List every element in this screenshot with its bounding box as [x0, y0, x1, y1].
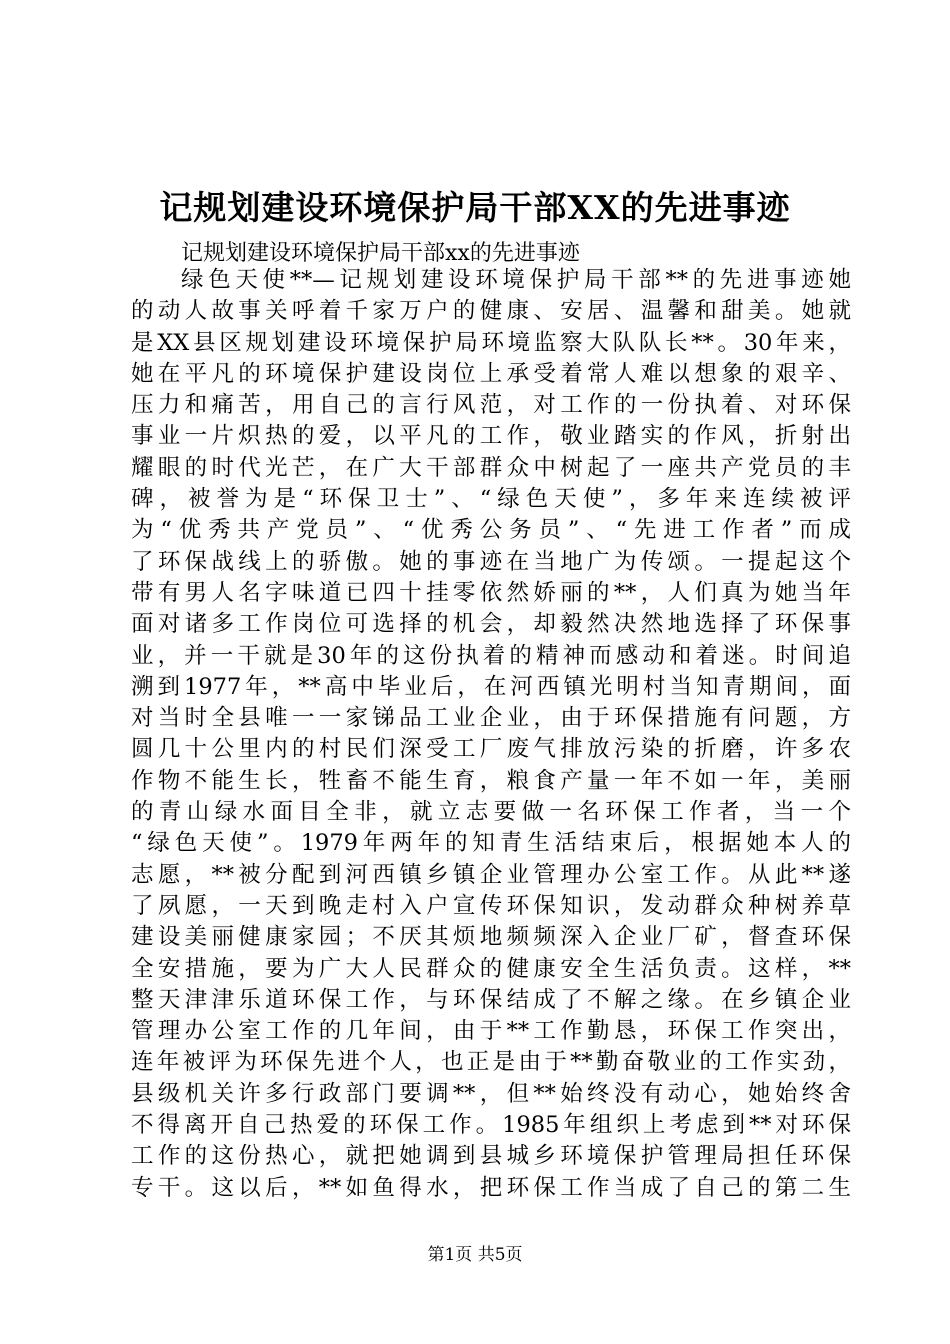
text-line: 了夙愿，一天到晚走村入户宣传环保知识，发动群众种树养草 [131, 892, 851, 919]
text-line: 了环保战线上的骄傲。她的事迹在当地广为传颂。一提起这个 [131, 548, 851, 575]
text-line: 带有男人名字味道已四十挂零依然娇丽的**，人们真为她当年 [131, 579, 851, 606]
text-line: 县级机关许多行政部门要调**，但**始终没有动心，她始终舍 [131, 1080, 851, 1107]
text-line: 她在平凡的环境保护建设岗位上承受着常人难以想象的艰辛、 [131, 360, 851, 387]
text-line: 专干。这以后，**如鱼得水，把环保工作当成了自己的第二生 [131, 1174, 851, 1201]
text-line: 对当时全县唯一一家锑品工业企业，由于环保措施有问题，方 [131, 705, 851, 732]
text-line: 绿色天使**—记规划建设环境保护局干部**的先进事迹她 [181, 267, 851, 293]
text-line: 志愿，**被分配到河西镇乡镇企业管理办公室工作。从此**遂 [131, 861, 851, 888]
text-line: 不得离开自己热爱的环保工作。1985年组织上考虑到**对环保 [131, 1112, 851, 1139]
text-line: 的动人故事关呼着千家万户的健康、安居、温馨和甜美。她就 [131, 298, 851, 325]
text-line: 建设美丽健康家园；不厌其烦地频频深入企业厂矿，督查环保 [131, 924, 851, 951]
text-line: 业，并一干就是30年的这份执着的精神而感动和着迷。时间追 [131, 642, 851, 669]
text-line: 耀眼的时代光芒，在广大干部群众中树起了一座共产党员的丰 [131, 454, 851, 481]
text-line: “绿色天使”。1979年两年的知青生活结束后，根据她本人的 [131, 830, 851, 857]
text-line: 作物不能生长，牲畜不能生育，粮食产量一年不如一年，美丽 [131, 767, 851, 794]
text-line: 溯到1977年，**高中毕业后，在河西镇光明村当知青期间，面 [131, 673, 851, 700]
text-line: 全安措施，要为广大人民群众的健康安全生活负责。这样，** [131, 955, 851, 982]
text-line: 为“优秀共产党员”、“优秀公务员”、“先进工作者”而成 [131, 517, 851, 544]
text-line: 事业一片炽热的爱，以平凡的工作，敬业踏实的作风，折射出 [131, 423, 851, 450]
body-paragraph [131, 265, 851, 1204]
text-line: 连年被评为环保先进个人，也正是由于**勤奋敬业的工作实劲， [131, 1049, 851, 1076]
text-line: 圆几十公里内的村民们深受工厂废气排放污染的折磨，许多农 [131, 736, 851, 763]
document-title: 记规划建设环境保护局干部XX的先进事迹 [159, 188, 791, 227]
text-line: 是XX县区规划建设环境保护局环境监察大队队长**。30年来， [131, 329, 851, 356]
text-line: 面对诸多工作岗位可选择的机会，却毅然决然地选择了环保事 [131, 611, 851, 638]
document-subtitle: 记规划建设环境保护局干部xx的先进事迹 [181, 241, 580, 266]
text-line: 碑，被誉为是“环保卫士”、“绿色天使”，多年来连续被评 [131, 486, 851, 513]
text-line: 管理办公室工作的几年间，由于**工作勤恳，环保工作突出， [131, 1018, 851, 1045]
text-line: 工作的这份热心，就把她调到县城乡环境保护管理局担任环保 [131, 1143, 851, 1170]
text-line: 的青山绿水面目全非，就立志要做一名环保工作者，当一个 [131, 799, 851, 826]
text-line: 压力和痛苦，用自己的言行风范，对工作的一份执着、对环保 [131, 392, 851, 419]
text-line: 整天津津乐道环保工作，与环保结成了不解之缘。在乡镇企业 [131, 986, 851, 1013]
page-number-footer: 第1页 共5页 [427, 1245, 523, 1265]
